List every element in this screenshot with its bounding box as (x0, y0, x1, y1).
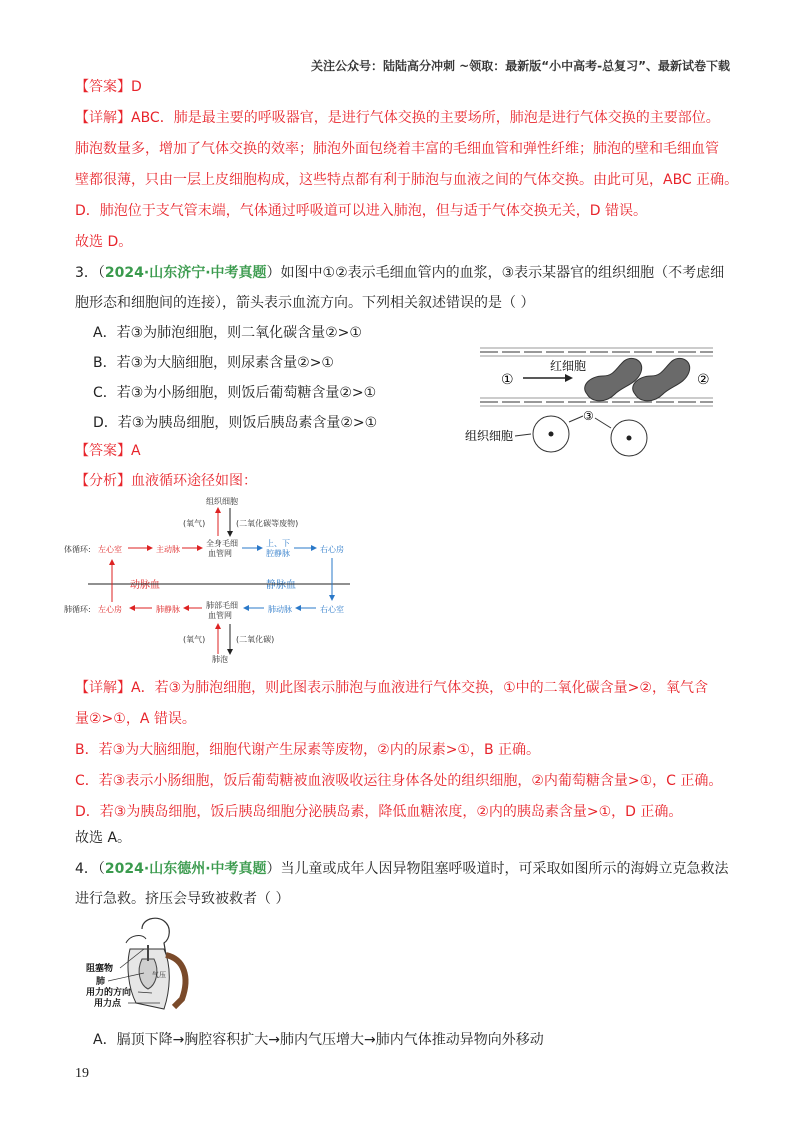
svg-text:阻塞物: 阻塞物 (86, 964, 114, 974)
q3-conclusion: 故选 A。 (75, 830, 132, 846)
q3-source-close: ） (266, 265, 281, 281)
tissue-label: 组织细胞 (465, 429, 514, 443)
svg-text:肺静脉: 肺静脉 (156, 605, 180, 614)
q4-source: 2024·山东德州·中考真题 (104, 861, 267, 877)
page-number: 19 (75, 1066, 89, 1081)
svg-text:组织细胞: 组织细胞 (206, 497, 238, 506)
q3-option-c: C．若③为小肠细胞，则饭后葡萄糖含量②>① (93, 385, 377, 401)
svg-text:左心室: 左心室 (98, 545, 122, 554)
q4-stem-line: 进行急救。挤压会导致被救者（ ） (75, 891, 290, 907)
prev-detail-line: D．肺泡位于支气管末端，气体通过呼吸道可以进入肺泡，但与适于气体交换无关，D 错误。 (75, 203, 648, 219)
svg-text:肺循环:: 肺循环: (64, 605, 91, 614)
q4-number: 4． (75, 861, 98, 877)
q3-detail-line: D．若③为胰岛细胞，饭后胰岛细胞分泌胰岛素，降低血糖浓度，②内的胰岛素含量>①，D 正确。 (75, 804, 683, 820)
q3-analysis: 【分析】血液循环途径如图： (75, 473, 257, 489)
q3-source: 2024·山东济宁·中考真题 (104, 265, 267, 281)
rbc-label: 红细胞 (550, 359, 587, 373)
q3-source-open: （ (97, 265, 105, 281)
q4-stem-text: 当儿童或成年人因异物阻塞呼吸道时，可采取如图所示的海姆立克急救法 (280, 861, 729, 877)
q3-detail-line: 【详解】A．若③为肺泡细胞，则此图表示肺泡与血液进行气体交换，①中的二氧化碳含量>②，氧气含 (75, 680, 708, 696)
q4-stem-line (75, 859, 729, 879)
svg-text:血管网: 血管网 (208, 611, 232, 620)
q4-source-close: ） (266, 861, 281, 877)
svg-text:动脉血: 动脉血 (130, 580, 160, 591)
q3-option-d: D．若③为胰岛细胞，则饭后胰岛素含量②>① (93, 415, 378, 431)
svg-text:腔静脉: 腔静脉 (266, 549, 290, 558)
svg-text:上、下: 上、下 (266, 539, 290, 548)
q3-stem-line (75, 263, 724, 283)
q3-stem-line: 胞形态和细胞间的连接），箭头表示血流方向。下列相关叙述错误的是（ ） (75, 295, 535, 311)
svg-text:全身毛细: 全身毛细 (206, 539, 238, 548)
prev-detail-line: 【详解】ABC．肺是最主要的呼吸器官，是进行气体交换的主要场所，肺泡是进行气体交换的主要部位。 (75, 110, 720, 126)
label-1: ① (501, 372, 514, 388)
svg-text:肺动脉: 肺动脉 (268, 605, 292, 614)
svg-text:(氧气): (氧气) (183, 519, 206, 528)
svg-text:静脉血: 静脉血 (266, 580, 296, 591)
svg-text:(二氧化碳等废物): (二氧化碳等废物) (236, 519, 299, 528)
prev-detail-line: 壁都很薄，只由一层上皮细胞构成，这些特点都有利于肺泡与血液之间的气体交换。由此可见，ABC 正确。 (75, 172, 739, 188)
svg-text:气压: 气压 (152, 971, 166, 979)
svg-text:肺泡: 肺泡 (212, 655, 228, 664)
page-header: 关注公众号：陆陆高分冲刺 ~领取：最新版“小中高考-总复习”、最新试卷下载 (311, 59, 730, 73)
q3-option-a: A．若③为肺泡细胞，则二氧化碳含量②>① (93, 325, 362, 341)
label-2: ② (697, 372, 710, 388)
q3-detail-line: C．若③表示小肠细胞，饭后葡萄糖被血液吸收运往身体各处的组织细胞，②内葡萄糖含量>①，C 正确。 (75, 773, 723, 789)
q3-answer: 【答案】A (75, 443, 141, 459)
svg-text:左心房: 左心房 (98, 605, 122, 614)
capillary-figure (465, 342, 730, 462)
svg-text:(氧气): (氧气) (183, 635, 206, 644)
svg-text:(二氧化碳): (二氧化碳) (236, 635, 275, 644)
svg-text:右心室: 右心室 (320, 605, 344, 614)
prev-answer: 【答案】D (75, 79, 142, 95)
q3-detail-line: 量②>①，A 错误。 (75, 711, 196, 727)
svg-text:用力点: 用力点 (94, 999, 122, 1009)
q4-source-open: （ (97, 861, 105, 877)
q4-option-a: A．膈顶下降→胸腔容积扩大→肺内气压增大→肺内气体推动异物向外移动 (93, 1032, 544, 1048)
q3-option-b: B．若③为大脑细胞，则尿素含量②>① (93, 355, 334, 371)
heimlich-figure (86, 915, 196, 1015)
svg-text:肺部毛细: 肺部毛细 (206, 601, 238, 610)
q3-number: 3． (75, 265, 98, 281)
svg-text:血管网: 血管网 (208, 549, 232, 558)
label-3: ③ (583, 409, 594, 423)
q3-detail-line: B．若③为大脑细胞，细胞代谢产生尿素等废物，②内的尿素>①，B 正确。 (75, 742, 541, 758)
svg-text:体循环:: 体循环: (64, 545, 91, 554)
circulation-diagram (60, 496, 370, 668)
prev-conclusion: 故选 D。 (75, 234, 133, 250)
svg-text:主动脉: 主动脉 (156, 545, 180, 554)
svg-text:用力的方向: 用力的方向 (86, 988, 132, 998)
red-blood-cell (585, 358, 642, 400)
q3-stem-text: 如图中①②表示毛细血管内的血浆，③表示某器官的组织细胞（不考虑细 (280, 265, 725, 281)
svg-text:右心房: 右心房 (320, 545, 344, 554)
svg-text:肺: 肺 (96, 977, 106, 987)
prev-detail-line: 肺泡数量多，增加了气体交换的效率；肺泡外面包绕着丰富的毛细血管和弹性纤维；肺泡的壁和毛细血管 (75, 141, 719, 157)
